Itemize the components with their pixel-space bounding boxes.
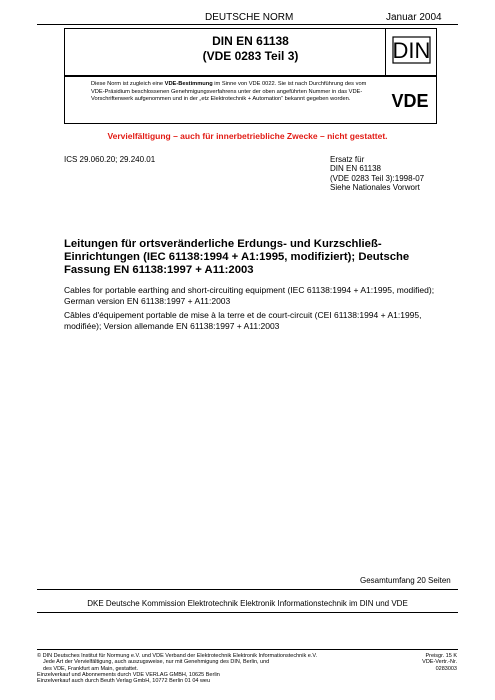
english-title: Cables for portable earthing and short-circuiting equipment (IEC 61138:1994 + A1:1995, modified); German version EN 61138:1997 + A11:2003	[64, 285, 435, 306]
price-info	[401, 653, 457, 672]
footer-rule	[37, 649, 458, 650]
vde-notice	[91, 81, 371, 104]
committee-rule-top	[37, 589, 458, 590]
copyright-footer	[37, 653, 397, 684]
committee-rule-bottom	[37, 612, 458, 613]
ics-codes: ICS 29.060.20; 29.240.01	[64, 155, 156, 164]
replacement-line: Siehe Nationales Vorwort	[330, 183, 420, 193]
french-title: Câbles d'équipement portable de mise à la terre et de court-circuit (CEI 61138:1994 + A1:1995, modifiée); Version allemande EN 61138:1997 + A11:2003	[64, 310, 422, 331]
standard-number: DIN EN 61138	[212, 34, 289, 48]
footer-line: Einzelverkauf und Abonnements durch VDE VERLAG GMBH, 10625 Berlin	[37, 671, 220, 678]
publication-date: Januar 2004	[386, 12, 442, 23]
notice-text-start: Diese Norm ist zugleich eine	[91, 81, 165, 87]
din-logo-cell	[385, 28, 437, 76]
footer-line: © DIN Deutsches Institut für Normung e.V. und VDE Verband der Elektrotechnik Elektronik Informationstechnik e.V.	[37, 653, 318, 659]
footer-line: Einzelverkauf auch durch Beuth Verlag GmbH, 10772 Berlin 01 04 weu	[37, 678, 211, 685]
din-logo	[386, 28, 436, 74]
vde-number: (VDE 0283 Teil 3)	[202, 49, 299, 63]
total-pages: Gesamtumfang 20 Seiten	[360, 576, 451, 585]
replacement-info	[330, 155, 424, 193]
german-title: Leitungen für ortsveränderliche Erdungs- und Kurzschließ-Einrichtungen (IEC 61138:1994 + A1:1995, modifiziert); Deutsche Fassung EN 61138:1997 + A11:2003	[64, 238, 410, 276]
reproduction-notice: Vervielfältigung – auch für innerbetriebliche Zwecke – nicht gestattet.	[107, 131, 388, 141]
footer-line: Jede Art der Vervielfältigung, auch auszugsweise, nur mit Genehmigung des DIN, Berlin, und	[43, 659, 270, 666]
document-series: DEUTSCHE NORM	[205, 12, 294, 23]
replacement-line: (VDE 0283 Teil 3):1998-07	[330, 173, 425, 183]
svg-text:DIN: DIN	[392, 38, 431, 63]
title-box	[64, 28, 437, 76]
committee-line: DKE Deutsche Kommission Elektrotechnik Elektronik Informationstechnik im DIN und VDE	[87, 599, 408, 608]
order-number: VDE-Vertr.-Nr. 0283003	[422, 659, 457, 672]
vde-logo	[386, 91, 434, 111]
footer-line: des VDE, Frankfurt am Main, gestattet.	[43, 665, 139, 672]
price-group: Preisgr. 15 K	[425, 653, 457, 659]
notice-text-end: im Sinne von VDE 0022. Sie ist nach Durchführung des vom VDE-Präsidium beschlossenen Genehmigungsverfahrens unter der oben angeführten Nummer in das VDE-Vorschriftenwerk aufgenommen und in der „etz Elektrotechnik + Automation“ bekannt gegeben worden.	[91, 81, 367, 103]
replacement-line: DIN EN 61138	[330, 164, 381, 174]
header-rule	[37, 24, 458, 25]
notice-text-bold: VDE-Bestimmung	[164, 81, 213, 87]
svg-text:VDE: VDE	[391, 91, 429, 111]
replacement-line: Ersatz für	[330, 155, 365, 164]
